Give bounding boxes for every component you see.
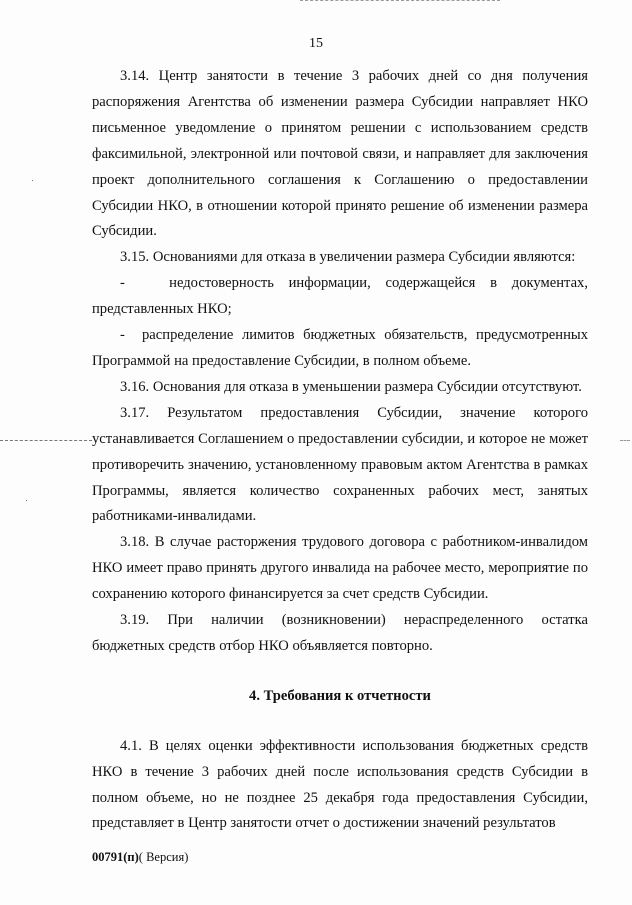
paragraph-3-18: 3.18. В случае расторжения трудового договора с работником-инвалидом НКО имеет право принять другого инвалида на рабочее место, мероприятие по сохранению которого финансируется за счет средств Субсидии. xyxy=(92,534,588,603)
scan-margin-mark xyxy=(0,440,92,442)
scan-edge-mark xyxy=(300,0,500,3)
paragraph-3-15: 3.15. Основаниями для отказа в увеличении размера Субсидии являются: xyxy=(120,249,576,266)
paragraph-3-14: 3.14. Центр занятости в течение 3 рабочих дней со дня получения распоряжения Агентства об изменении размера Субсидии направляет НКО письменное уведомление о принятом решении с использованием средств факсимильной, электронной или почтовой связи, и направляет для заключения проект дополнительного соглашения к Соглашению о предоставлении Субсидии НКО, в отношении которой принято решение об изменении размера Субсидии. xyxy=(92,68,588,240)
paragraph-3-19: 3.19. При наличии (возникновении) нераспределенного остатка бюджетных средств отбор НКО объявляется повторно. xyxy=(92,612,588,654)
document-version: ( Версия) xyxy=(138,850,189,864)
list-item-unreliable-info: - недостоверность информации, содержащейся в документах, представленных НКО; xyxy=(92,275,588,318)
scan-speck xyxy=(26,500,27,501)
paragraph-4-1: 4.1. В целях оценки эффективности использования бюджетных средств НКО в течение 3 рабочих дней после использования средств Субсидии в полном объеме, но не позднее 25 декабря года предоставления Субсидии, представляет в Центр занятости отчет о достижении значений результатов xyxy=(92,737,588,832)
list-item-limits-distribution: - распределение лимитов бюджетных обязательств, предусмотренных Программой на предоставление Субсидии, в полном объеме. xyxy=(92,327,588,369)
document-footer xyxy=(92,850,188,865)
paragraph-3-17: 3.17. Результатом предоставления Субсидии, значение которого устанавливается Соглашением о предоставлении субсидии, и которое не может противоречить значению, установленному правовым актом Агентства в рамках Программы, является количество сохраненных рабочих мест, занятых работниками-инвалидами. xyxy=(92,404,588,525)
document-code: 00791(п) xyxy=(92,850,139,864)
section-heading: 4. Требования к отчетности xyxy=(249,687,431,704)
page-number: 15 xyxy=(309,36,323,51)
scan-margin-mark-right xyxy=(620,440,630,442)
paragraph-3-16: 3.16. Основания для отказа в уменьшении размера Субсидии отсутствуют. xyxy=(120,378,582,395)
document-body xyxy=(92,64,588,837)
scan-speck xyxy=(32,180,33,181)
